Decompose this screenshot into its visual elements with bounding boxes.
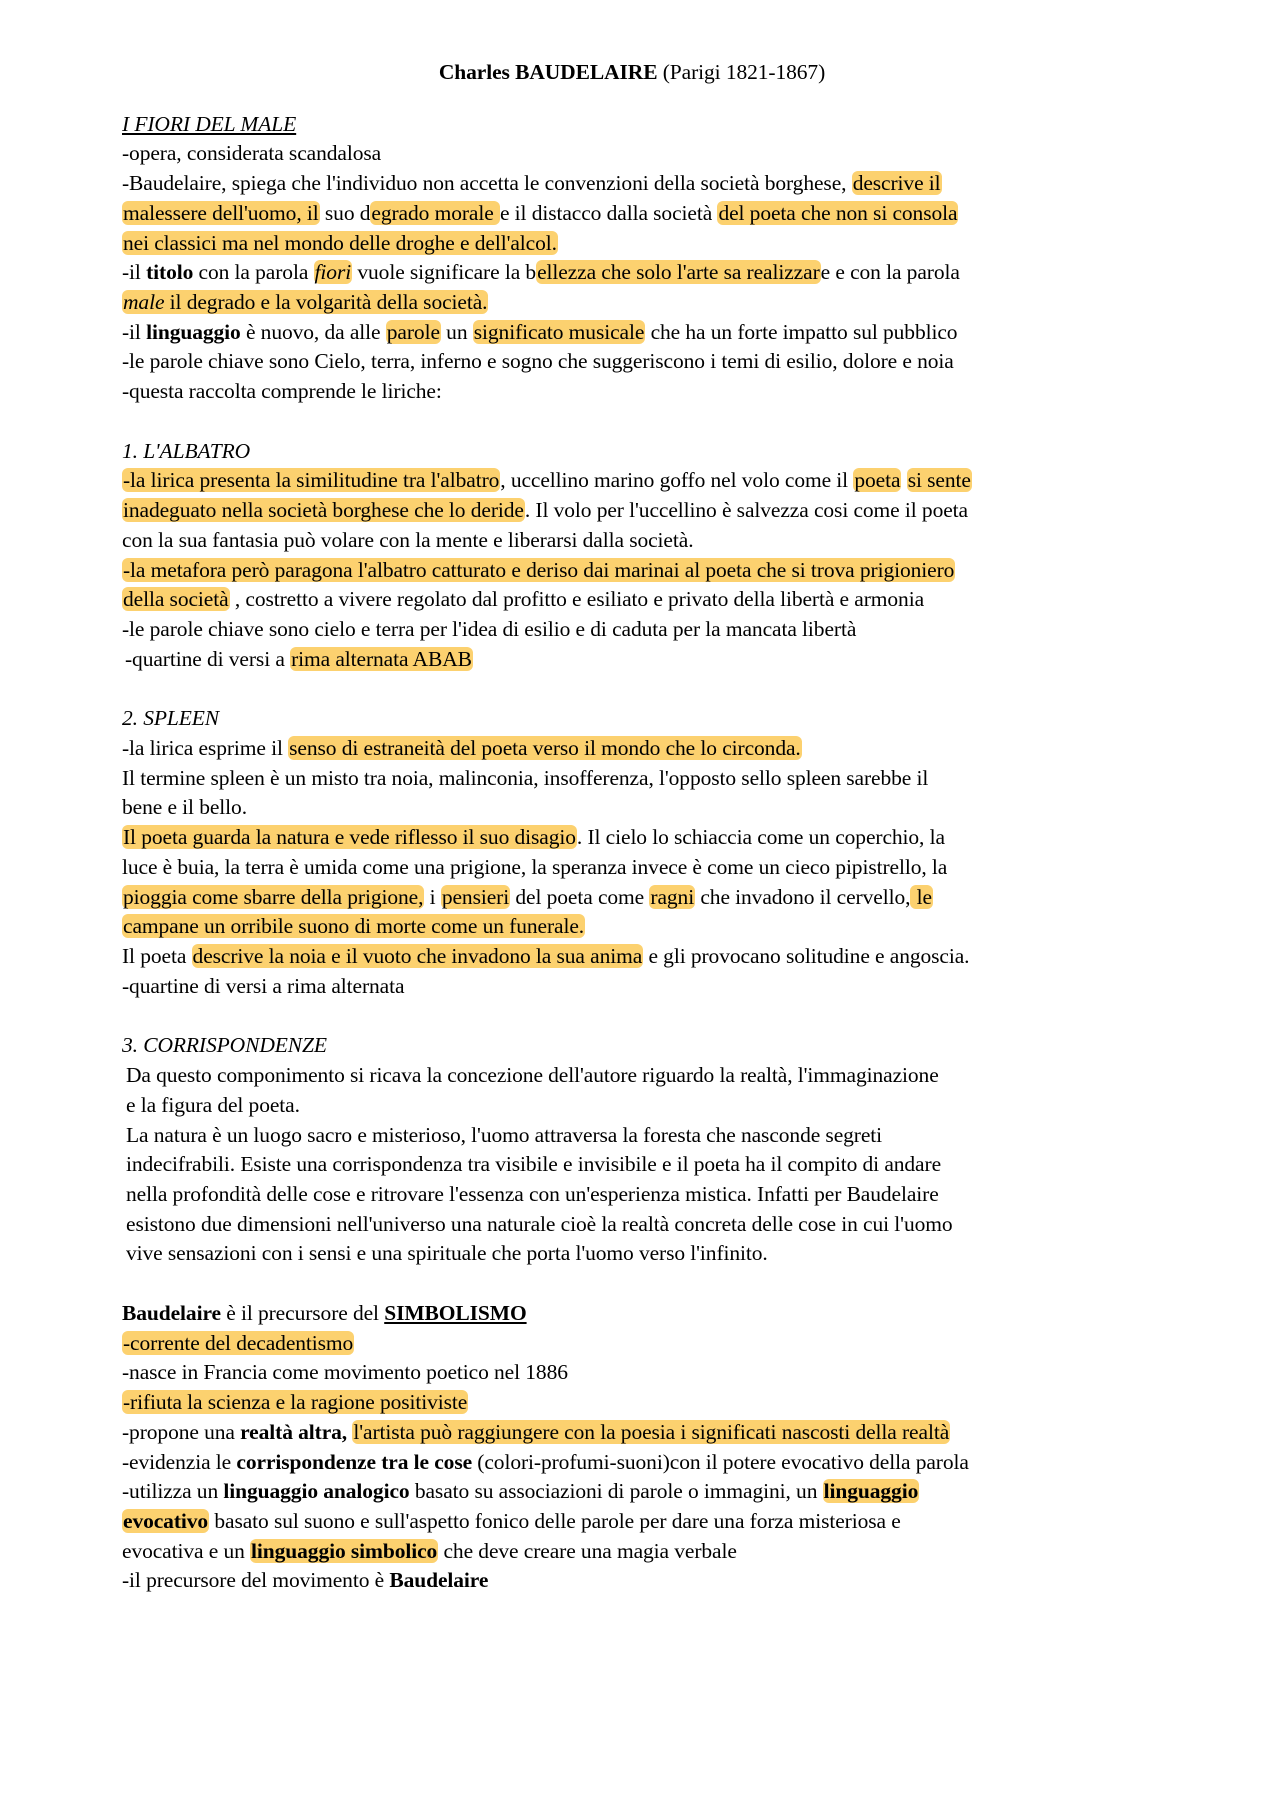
text-span: , costretto a vivere regolato dal profitto e esiliato e privato della libertà e armonia [229,587,925,612]
section-heading-albatro: 1. L'ALBATRO [122,438,251,463]
highlight: campane un orribile suono di morte come un funerale. [123,914,585,939]
highlight: della società [123,587,229,612]
highlight: senso di estraneità del poeta verso il mondo che lo circonda. [289,736,801,761]
highlight: si sente [907,468,971,493]
spacer [122,407,1182,437]
text-span: basato sul suono e sull'aspetto fonico delle parole per dare una forza misteriosa e [209,1508,901,1533]
text-span: un [440,319,473,344]
text-line [122,1448,1182,1478]
text-line [122,466,1182,496]
text-line: -le parole chiave sono cielo e terra per l'idea di esilio e di caduta per la mancata libertà [122,616,857,641]
text-line: luce è buia, la terra è umida come una prigione, la speranza invece è come un cieco pipistrello, la [122,854,948,879]
text-line [122,318,1182,348]
highlight: ellezza che solo l'arte sa realizzar [537,260,820,285]
text-line [122,734,1182,764]
section-heading-simbolismo [122,1299,1182,1329]
text-span: è il precursore del [220,1301,385,1326]
text-span: -Baudelaire, spiega che l'individuo non accetta le convenzioni della società borghese, [122,171,852,196]
text-line [122,883,1182,913]
text-line: e la figura del poeta. [126,1092,300,1117]
highlight: inadeguato nella società borghese che lo deride [123,498,524,523]
text-span: -quartine di versi a [125,646,291,671]
spacer [122,1001,1182,1031]
bold-term: realtà altra, [240,1419,348,1444]
text-line: -opera, considerata scandalosa [122,141,382,166]
text-span: -utilizza un [122,1479,224,1504]
text-line: -quartine di versi a rima alternata [122,973,405,998]
text-line [122,823,1182,853]
italic-term: male [123,289,165,314]
text-line [122,496,1182,526]
text-line: indecifrabili. Esiste una corrispondenza tra visibile e invisibile e il poeta ha il compito di andare [126,1152,942,1177]
bold-term: Baudelaire [122,1301,221,1326]
highlight: -la lirica presenta la similitudine tra l'albatro [123,468,500,493]
bold-term: corrispondenze tra le cose [236,1449,473,1474]
text-span: che ha un forte impatto sul pubblico [645,319,958,344]
document-page [122,58,1182,1596]
text-line [122,1566,1182,1596]
text-line [122,258,1182,288]
highlight: pioggia come sbarre della prigione, [123,884,424,909]
highlight: -rifiuta la scienza e la ragione positiviste [123,1390,468,1415]
text-line [122,1537,1182,1567]
section-heading-fiori-del-male: I FIORI DEL MALE [122,111,297,136]
highlight: del poeta che non si consola [718,200,958,225]
text-span: e il distacco dalla società [499,200,718,225]
highlight: descrive la noia e il vuoto che invadono la sua anima [192,943,643,968]
text-span: -la lirica esprime il [122,736,289,761]
spacer [122,674,1182,704]
highlight: egrado morale [371,200,499,225]
text-span: suo d [319,200,371,225]
highlight-bold: linguaggio [823,1479,919,1504]
bold-term: Baudelaire [389,1568,489,1593]
text-span: (colori-profumi-suoni)con il potere evocativo della parola [472,1449,969,1474]
text-span: -propone una [122,1419,241,1444]
text-span: -il [122,260,147,285]
highlight: nei classici ma nel mondo delle droghe e dell'alcol. [123,230,557,255]
text-line: -le parole chiave sono Cielo, terra, inferno e sogno che suggeriscono i temi di esilio, dolore e noia [122,349,954,374]
text-line [122,912,1182,942]
highlight: -corrente del decadentismo [123,1330,354,1355]
text-span: . Il volo per l'uccellino è salvezza cosi come il poeta [524,498,968,523]
text-span: -evidenzia le [122,1449,237,1474]
text-line [122,1388,1182,1418]
bold-term: linguaggio analogico [223,1479,410,1504]
highlight: rima alternata ABAB [291,646,472,671]
text-line: Il termine spleen è un misto tra noia, malinconia, insofferenza, l'opposto sello spleen sarebbe il [122,765,929,790]
highlight: poeta [854,468,901,493]
bold-underlined-term: SIMBOLISMO [384,1301,527,1326]
highlight [122,290,488,314]
document-title [82,58,1182,88]
text-span: il degrado e la volgarità della società. [164,289,488,314]
text-line: con la sua fantasia può volare con la mente e liberarsi dalla società. [122,527,694,552]
text-line [122,229,1182,259]
text-span: , uccellino marino goffo nel volo come il [500,468,854,493]
text-span: basato su associazioni di parole o immagini, un [409,1479,823,1504]
text-span: vuole significare la b [352,260,537,285]
text-line: -questa raccolta comprende le liriche: [122,379,442,404]
spacer [122,1269,1182,1299]
text-line: vive sensazioni con i sensi e una spirituale che porta l'uomo verso l'infinito. [126,1241,768,1266]
section-heading-corrispondenze: 3. CORRISPONDENZE [122,1033,327,1058]
highlight: ragni [650,884,695,909]
text-line: -nasce in Francia come movimento poetico nel 1886 [122,1360,568,1385]
text-span: i [424,884,441,909]
text-line: bene e il bello. [122,795,247,820]
text-span [901,468,906,492]
text-line [122,1477,1182,1507]
text-line [122,645,1182,675]
highlight-bold: evocativo [123,1508,209,1533]
text-line: Da questo componimento si ricava la concezione dell'autore riguardo la realtà, l'immaginazione [126,1063,939,1088]
text-span: e gli provocano solitudine e angoscia. [643,943,970,968]
section-heading-spleen: 2. SPLEEN [122,706,220,731]
text-span: del poeta come [510,884,650,909]
text-line: nella profondità delle cose e ritrovare l'essenza con un'esperienza mistica. Infatti per Baudelaire [126,1181,939,1206]
text-span: Il poeta [122,943,192,968]
text-line [122,942,1182,972]
text-line [122,199,1182,229]
text-line [122,1507,1182,1537]
text-line [122,169,1182,199]
author-dates: (Parigi 1821-1867) [662,60,826,84]
highlight: significato musicale [473,319,645,344]
text-span: con la parola [193,260,314,285]
bold-term: titolo [146,260,194,285]
text-span: evocativa e un [122,1538,251,1563]
text-line [122,288,1182,318]
highlight: descrive il [852,171,941,196]
highlight: -la metafora però paragona l'albatro catturato e deriso dai marinai al poeta che si trova prigioniero [123,557,955,582]
text-span: è nuovo, da alle [240,319,386,344]
highlight: parole [386,319,440,344]
text-span: . Il cielo lo schiaccia come un coperchio, la [576,825,945,850]
highlight: Il poeta guarda la natura e vede riflesso il suo disagio [123,825,576,850]
highlight: malessere dell'uomo, il [123,200,319,225]
text-span: -il [122,319,147,344]
text-span: -il precursore del movimento è [122,1568,390,1593]
text-line: esistono due dimensioni nell'universo una naturale cioè la realtà concreta delle cose in cui l'uomo [126,1211,953,1236]
text-line [122,1329,1182,1359]
bold-term: linguaggio [146,319,241,344]
text-span: e e con la parola [820,260,960,285]
text-line [122,556,1182,586]
highlight: le [911,884,932,909]
text-span: che invadono il cervello, [695,884,911,909]
text-line [122,585,1182,615]
highlight: pensieri [441,884,510,909]
highlight-bold: linguaggio simbolico [251,1538,438,1563]
text-line: La natura è un luogo sacro e misterioso, l'uomo attraversa la foresta che nasconde segreti [126,1122,883,1147]
text-span: che deve creare una magia verbale [438,1538,737,1563]
highlight-italic: fiori [314,260,352,285]
author-name: Charles BAUDELAIRE [438,60,658,84]
highlight: l'artista può raggiungere con la poesia i significati nascosti della realtà [353,1419,950,1444]
text-line [122,1418,1182,1448]
